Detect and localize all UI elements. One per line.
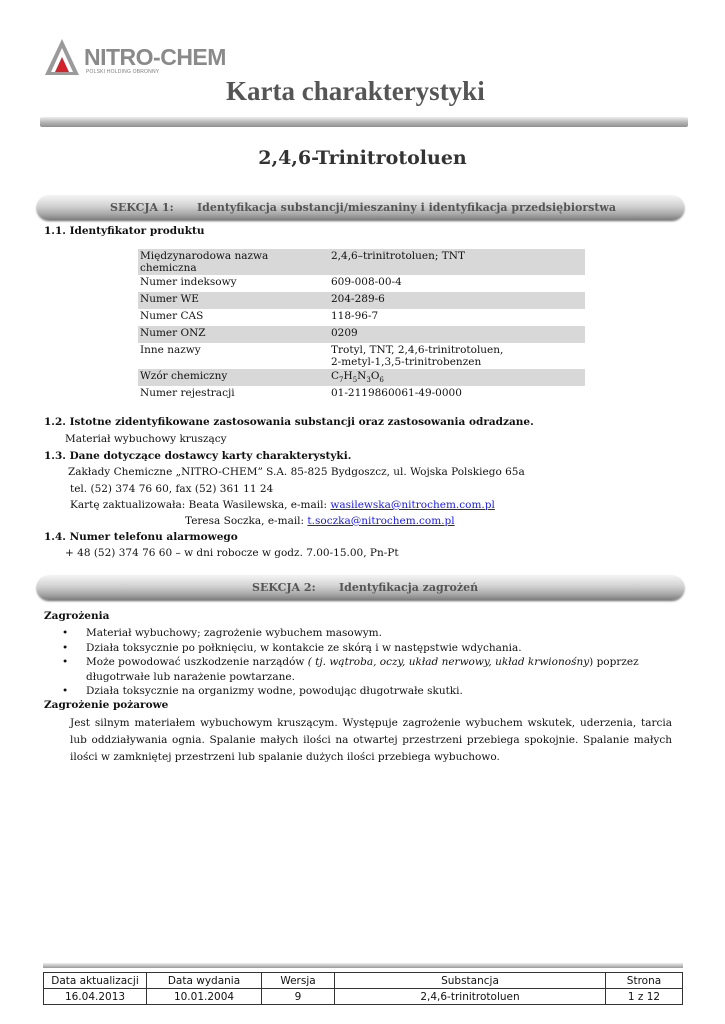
footer-divider: [43, 963, 683, 968]
chemical-formula: $C_7H_5N_3O_6$: [329, 369, 585, 386]
row-label: Międzynarodowa nazwa chemiczna: [138, 249, 329, 275]
table-row: [138, 249, 585, 275]
second-contact: Teresa Soczka, e-mail: t.soczka@nitrochem.com.pl: [185, 515, 455, 527]
prepared-by: Kartę zaktualizowała: Beata Wasilewska, e-mail: wasilewska@nitrochem.com.pl: [70, 499, 495, 511]
hazards-heading: Zagrożenia: [44, 610, 110, 622]
use-text: Materiał wybuchowy kruszący: [65, 433, 227, 445]
row-label: Wzór chemiczny: [138, 369, 329, 386]
footer-header: Strona: [606, 973, 683, 989]
row-label: Numer WE: [138, 292, 329, 309]
footer-value-row: [44, 989, 683, 1005]
row-label: Inne nazwy: [140, 344, 201, 356]
supplier-address: Zakłady Chemiczne „NITRO-CHEM” S.A. 85-825 Bydgoszcz, ul. Wojska Polskiego 65a: [68, 466, 525, 478]
heading-1-3: 1.3. Dane dotyczące dostawcy karty charakterystyki.: [44, 450, 352, 462]
table-row: [138, 326, 585, 343]
document-title: Karta charakterystyki: [226, 76, 485, 106]
row-label: Numer rejestracji: [140, 387, 235, 399]
footer-value: 16.04.2013: [44, 989, 147, 1005]
row-value: 118-96-7: [331, 310, 379, 322]
footer-value: 2,4,6-trinitrotoluen: [335, 989, 606, 1005]
logo-subtext: POLSKI HOLDING OBRONNY: [86, 69, 160, 75]
fire-hazard-heading: Zagrożenie pożarowe: [44, 699, 169, 711]
other-name-2: 2-metyl-1,3,5-trinitrobenzen: [331, 356, 482, 368]
list-item: • Działa toksycznie po połknięciu, w kontakcie ze skórą i w następstwie wdychania.: [62, 641, 662, 656]
supplier-phone: tel. (52) 374 76 60, fax (52) 361 11 24: [70, 483, 274, 495]
hazards-list: [62, 626, 662, 699]
row-label: Numer CAS: [140, 310, 204, 322]
heading-1-4: 1.4. Numer telefonu alarmowego: [44, 531, 238, 543]
identifier-table: [138, 249, 585, 403]
row-label: Numer indeksowy: [140, 276, 237, 288]
heading-1-1: 1.1. Identyfikator produktu: [44, 225, 205, 237]
logo-text: NITRO-CHEM: [84, 44, 226, 70]
section-1-header: [37, 196, 684, 220]
company-logo: [44, 38, 224, 78]
row-value: 204-289-6: [329, 292, 585, 309]
email-link-soczka[interactable]: t.soczka@nitrochem.com.pl: [307, 515, 455, 527]
emergency-phone: + 48 (52) 374 76 60 – w dni robocze w godz. 7.00-15.00, Pn-Pt: [65, 547, 399, 559]
table-row: [138, 275, 585, 292]
row-value: 0209: [329, 326, 585, 343]
footer-value: 10.01.2004: [147, 989, 262, 1005]
section-2-title: Identyfikacja zagrożeń: [339, 581, 479, 594]
footer-header: Wersja: [262, 973, 335, 989]
footer-table: [43, 972, 683, 1005]
footer-header: Substancja: [335, 973, 606, 989]
row-label: Numer ONZ: [138, 326, 329, 343]
section-2-number: SEKCJA 2:: [252, 581, 316, 594]
table-row: [138, 386, 585, 403]
footer-header-row: [44, 973, 683, 989]
footer-header: Data wydania: [147, 973, 262, 989]
footer-value: 9: [262, 989, 335, 1005]
logo-triangle-icon: [44, 38, 80, 76]
list-item: • Działa toksycznie na organizmy wodne, powodując długotrwałe skutki.: [62, 684, 662, 699]
footer-value: 1 z 12: [606, 989, 683, 1005]
section-1-number: SEKCJA 1:: [110, 201, 174, 214]
substance-title: 2,4,6-Trinitrotoluen: [258, 147, 467, 169]
list-item: • Może powodować uszkodzenie narządów ( tj. wątroba, oczy, układ nerwowy, układ krwionośny) poprzez długotrwałe lub narażenie powtarzane.: [62, 655, 662, 684]
table-row: [138, 369, 585, 386]
list-item: • Materiał wybuchowy; zagrożenie wybuchem masowym.: [62, 626, 662, 641]
footer-header: Data aktualizacji: [44, 973, 147, 989]
other-name-1: Trotyl, TNT, 2,4,6-trinitrotoluen,: [331, 344, 504, 356]
section-1-title: Identyfikacja substancji/mieszaniny i identyfikacja przedsiębiorstwa: [197, 201, 617, 214]
title-divider: [40, 117, 688, 127]
row-value: 2,4,6–trinitrotoluen; TNT: [329, 249, 585, 275]
section-2-header: [37, 576, 684, 600]
row-value: 01-2119860061-49-0000: [331, 387, 462, 399]
table-row: [138, 309, 585, 326]
heading-1-2: 1.2. Istotne zidentyfikowane zastosowania substancji oraz zastosowania odradzane.: [44, 416, 534, 428]
table-row: [138, 292, 585, 309]
fire-hazard-text: Jest silnym materiałem wybuchowym kruszącym. Występuje zagrożenie wybuchem wskutek, uderzenia, tarcia lub oddziaływania ognia. Spalanie małych ilości na otwartej przestrzeni przebiega spokojnie. Spalanie małych ilości w zamkniętej przestrzeni lub spalanie dużych ilości przebiega wybuchowo.: [70, 717, 672, 763]
email-link-wasilewska[interactable]: wasilewska@nitrochem.com.pl: [330, 499, 495, 511]
row-value: 609-008-00-4: [331, 276, 402, 288]
row-value: [329, 343, 585, 369]
table-row: [138, 343, 585, 369]
